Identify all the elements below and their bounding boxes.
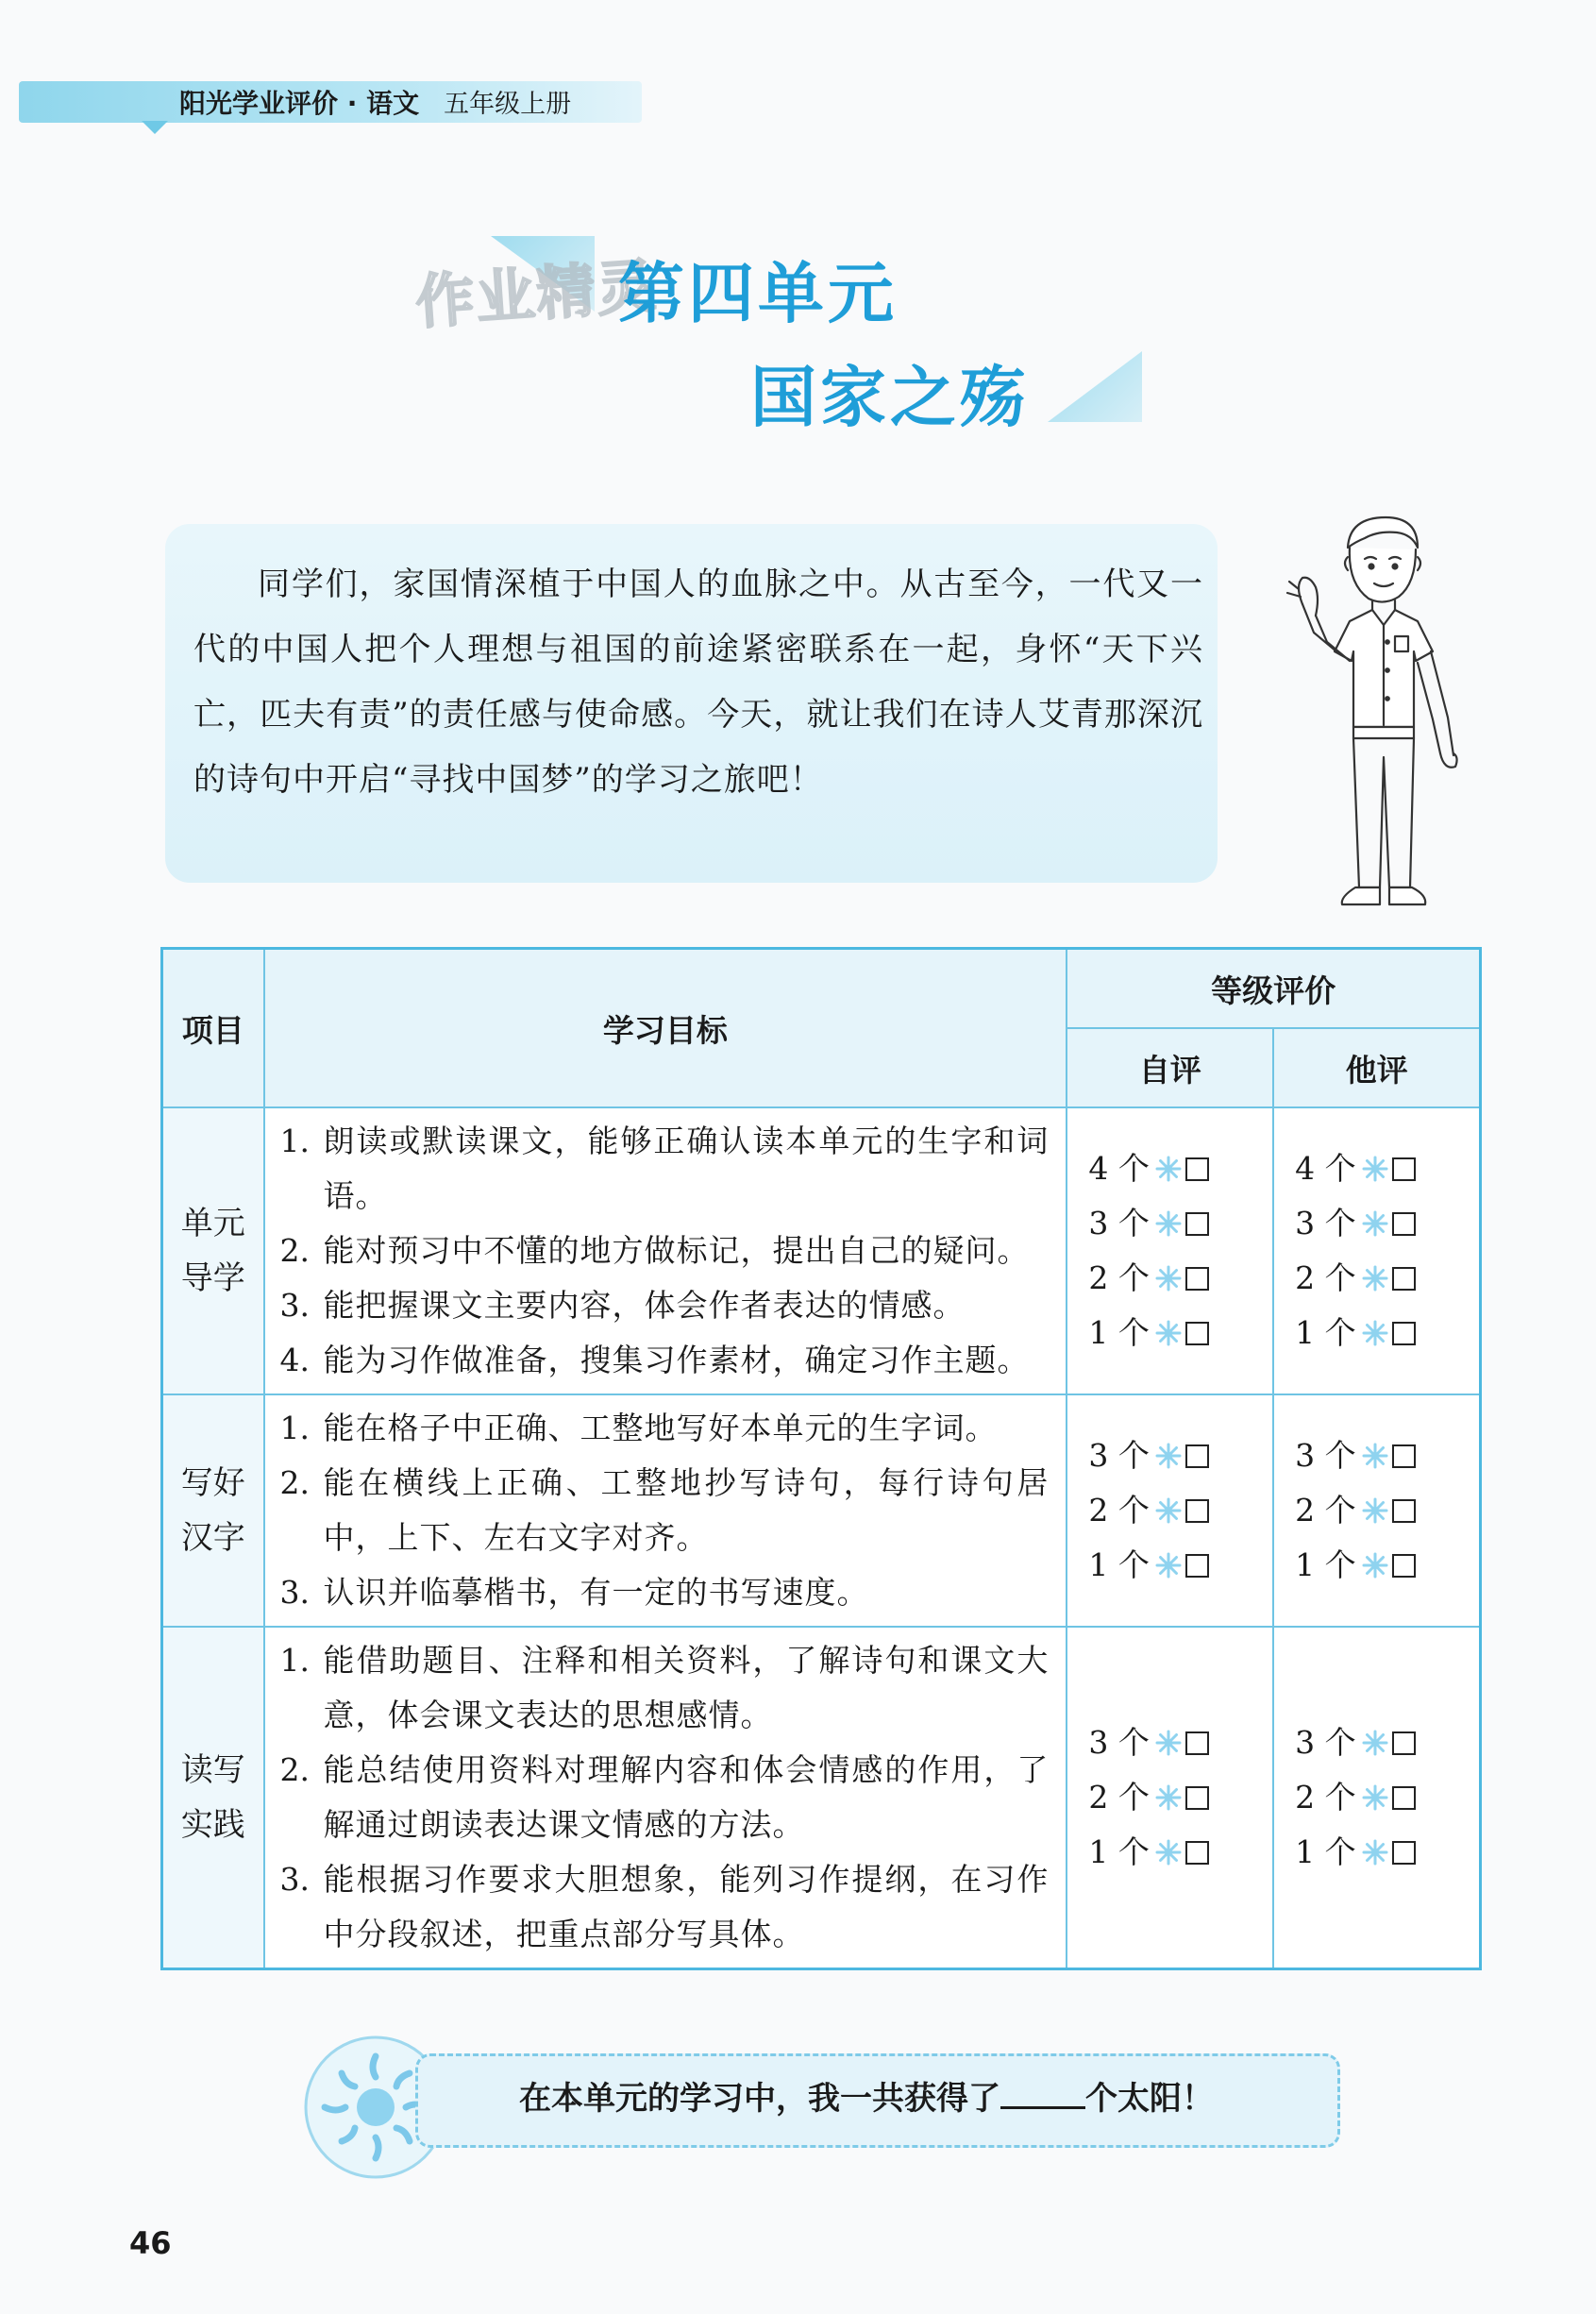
goal-text: 能在格子中正确、工整地写好本单元的生字词。 <box>323 1410 998 1446</box>
rating-checkbox[interactable] <box>1392 1322 1416 1345</box>
self-rating-cell <box>1067 1394 1273 1627</box>
peer-rating-cell <box>1273 1394 1480 1627</box>
goal-text: 能借助题目、注释和相关资料，了解诗句和课文大意，体会课文表达的思想感情。 <box>323 1642 1050 1733</box>
header-self: 自评 <box>1067 1028 1273 1107</box>
goal-cell <box>264 1394 1067 1627</box>
rating-checkbox[interactable] <box>1185 1731 1209 1755</box>
sun-icon <box>1362 1443 1388 1469</box>
rating-option <box>1088 1825 1271 1880</box>
rating-option <box>1295 1825 1478 1880</box>
header-item: 项目 <box>162 949 264 1108</box>
title-decoration-bottom <box>1048 351 1142 422</box>
sun-icon <box>1362 1552 1388 1579</box>
goal-number: 1. <box>279 1123 311 1159</box>
rating-option <box>1088 1538 1271 1593</box>
rating-count: 1 个 <box>1295 1314 1356 1351</box>
goal-item <box>280 1633 1050 1743</box>
unit-theme: 国家之殇 <box>750 358 1030 436</box>
rating-checkbox[interactable] <box>1185 1157 1209 1181</box>
rating-checkbox[interactable] <box>1185 1499 1209 1523</box>
sun-icon <box>1155 1265 1182 1292</box>
rating-count: 2 个 <box>1088 1259 1150 1296</box>
item-label: 导学 <box>180 1259 245 1297</box>
rating-count: 2 个 <box>1295 1492 1356 1529</box>
rating-checkbox[interactable] <box>1185 1444 1209 1468</box>
unit-title: 第四单元 <box>618 254 898 332</box>
rating-checkbox[interactable] <box>1185 1554 1209 1578</box>
goal-text: 能把握课文主要内容，体会作者表达的情感。 <box>323 1287 966 1324</box>
watermark: 作业精灵 <box>413 251 660 337</box>
goal-item <box>280 1278 1050 1333</box>
goal-item <box>280 1565 1050 1620</box>
rating-option <box>1088 1196 1271 1251</box>
rating-option <box>1295 1196 1478 1251</box>
item-cell <box>162 1627 264 1969</box>
sun-count-blank[interactable] <box>1000 2078 1085 2109</box>
goal-number: 3. <box>279 1574 311 1611</box>
rating-count: 1 个 <box>1295 1546 1356 1583</box>
evaluation-table <box>160 947 1482 1970</box>
sun-icon <box>1362 1839 1388 1866</box>
header-row <box>162 949 1481 1029</box>
boy-illustration <box>1274 510 1491 916</box>
rating-count: 2 个 <box>1295 1259 1356 1296</box>
goal-item <box>280 1401 1050 1456</box>
rating-checkbox[interactable] <box>1392 1499 1416 1523</box>
item-cell <box>162 1107 264 1394</box>
rating-checkbox[interactable] <box>1185 1841 1209 1865</box>
intro-paragraph <box>193 552 1203 813</box>
page-number: 46 <box>129 2225 172 2261</box>
goal-text: 朗读或默读课文，能够正确认读本单元的生字和词语。 <box>323 1123 1050 1214</box>
rating-count: 1 个 <box>1088 1833 1150 1870</box>
rating-checkbox[interactable] <box>1392 1212 1416 1236</box>
goal-text: 能为习作做准备，搜集习作素材，确定习作主题。 <box>323 1342 1030 1378</box>
running-header <box>179 83 571 121</box>
rating-checkbox[interactable] <box>1392 1786 1416 1810</box>
sun-icon <box>1155 1552 1182 1579</box>
rating-count: 1 个 <box>1088 1546 1150 1583</box>
rating-option <box>1088 1306 1271 1360</box>
goal-item <box>280 1224 1050 1278</box>
rating-count: 4 个 <box>1295 1150 1356 1187</box>
sun-icon <box>1362 1784 1388 1811</box>
sun-count-sentence <box>519 2072 1214 2119</box>
table-row <box>162 1394 1481 1627</box>
footer-text-after: 个太阳！ <box>1085 2080 1214 2118</box>
goal-item <box>280 1333 1050 1388</box>
rating-count: 3 个 <box>1088 1724 1150 1761</box>
grade-label: 五年级上册 <box>444 90 572 119</box>
rating-option <box>1295 1428 1478 1483</box>
rating-count: 4 个 <box>1088 1150 1150 1187</box>
sun-icon <box>1362 1156 1388 1182</box>
goal-number: 3. <box>279 1861 311 1898</box>
rating-option <box>1088 1483 1271 1538</box>
goal-text: 能总结使用资料对理解内容和体会情感的作用，了解通过朗读表达课文情感的方法。 <box>323 1751 1050 1843</box>
rating-option <box>1088 1141 1271 1196</box>
rating-option <box>1295 1306 1478 1360</box>
goal-item <box>280 1456 1050 1565</box>
rating-checkbox[interactable] <box>1392 1267 1416 1291</box>
goal-item <box>280 1852 1050 1962</box>
rating-count: 3 个 <box>1088 1437 1150 1474</box>
rating-count: 3 个 <box>1295 1724 1356 1761</box>
sun-icon <box>1155 1210 1182 1237</box>
rating-count: 2 个 <box>1088 1492 1150 1529</box>
sun-icon <box>1155 1156 1182 1182</box>
table-row <box>162 1627 1481 1969</box>
rating-count: 2 个 <box>1088 1779 1150 1816</box>
intro-text: 同学们，家国情深植于中国人的血脉之中。从古至今，一代又一代的中国人把个人理想与祖国的前途紧密联系在一起，身怀“天下兴亡，匹夫有责”的责任感与使命感。今天，就让我们在诗人艾青那深沉的诗句中开启“寻找中国梦”的学习之旅吧！ <box>193 566 1203 799</box>
peer-rating-cell <box>1273 1107 1480 1394</box>
rating-option <box>1295 1770 1478 1825</box>
peer-rating-cell <box>1273 1627 1480 1969</box>
goal-number: 2. <box>279 1751 311 1788</box>
rating-checkbox[interactable] <box>1392 1841 1416 1865</box>
rating-option <box>1088 1715 1271 1770</box>
rating-option <box>1088 1428 1271 1483</box>
rating-checkbox[interactable] <box>1185 1212 1209 1236</box>
item-label: 实践 <box>180 1806 245 1844</box>
self-rating-cell <box>1067 1107 1273 1394</box>
rating-count: 3 个 <box>1088 1205 1150 1241</box>
goal-number: 1. <box>279 1642 311 1679</box>
rating-checkbox[interactable] <box>1392 1444 1416 1468</box>
rating-checkbox[interactable] <box>1185 1322 1209 1345</box>
sun-icon <box>1155 1730 1182 1756</box>
rating-count: 3 个 <box>1295 1437 1356 1474</box>
rating-checkbox[interactable] <box>1185 1786 1209 1810</box>
table-row <box>162 1107 1481 1394</box>
goal-item <box>280 1114 1050 1224</box>
sun-icon <box>1155 1839 1182 1866</box>
goal-cell <box>264 1627 1067 1969</box>
rating-option <box>1295 1483 1478 1538</box>
item-cell <box>162 1394 264 1627</box>
goal-text: 能根据习作要求大胆想象，能列习作提纲，在习作中分段叙述，把重点部分写具体。 <box>323 1861 1050 1952</box>
rating-checkbox[interactable] <box>1392 1731 1416 1755</box>
goal-number: 1. <box>279 1410 311 1446</box>
sun-icon <box>1362 1210 1388 1237</box>
footer-text-before: 在本单元的学习中，我一共获得了 <box>519 2080 1000 2118</box>
header-grade: 等级评价 <box>1067 949 1480 1029</box>
goal-cell <box>264 1107 1067 1394</box>
rating-count: 1 个 <box>1088 1314 1150 1351</box>
goal-text: 认识并临摹楷书，有一定的书写速度。 <box>323 1574 869 1611</box>
self-rating-cell <box>1067 1627 1273 1969</box>
rating-count: 2 个 <box>1295 1779 1356 1816</box>
rating-count: 3 个 <box>1295 1205 1356 1241</box>
header-notch <box>142 121 168 134</box>
goal-number: 2. <box>279 1464 311 1501</box>
series-title: 阳光学业评价 · 语文 <box>179 88 420 119</box>
goal-number: 4. <box>279 1342 311 1378</box>
sun-icon <box>1362 1497 1388 1524</box>
rating-option <box>1295 1538 1478 1593</box>
sun-icon <box>1155 1497 1182 1524</box>
goal-number: 3. <box>279 1287 311 1324</box>
goal-item <box>280 1743 1050 1852</box>
sun-icon <box>1155 1784 1182 1811</box>
rating-option <box>1088 1251 1271 1306</box>
goal-text: 能在横线上正确、工整地抄写诗句，每行诗句居中，上下、左右文字对齐。 <box>323 1464 1050 1556</box>
rating-checkbox[interactable] <box>1185 1267 1209 1291</box>
item-label: 写好 <box>180 1464 245 1502</box>
item-label: 读写 <box>180 1751 245 1789</box>
rating-option <box>1295 1251 1478 1306</box>
goal-text: 能对预习中不懂的地方做标记，提出自己的疑问。 <box>323 1232 1030 1269</box>
sun-icon <box>1362 1265 1388 1292</box>
rating-checkbox[interactable] <box>1392 1157 1416 1181</box>
header-goal: 学习目标 <box>264 949 1067 1108</box>
rating-option <box>1295 1141 1478 1196</box>
header-peer: 他评 <box>1273 1028 1480 1107</box>
item-label: 汉字 <box>180 1519 245 1557</box>
goal-number: 2. <box>279 1232 311 1269</box>
sun-icon <box>1155 1320 1182 1346</box>
rating-option <box>1295 1715 1478 1770</box>
sun-icon <box>1362 1730 1388 1756</box>
rating-option <box>1088 1770 1271 1825</box>
sun-icon <box>1155 1443 1182 1469</box>
rating-count: 1 个 <box>1295 1833 1356 1870</box>
rating-checkbox[interactable] <box>1392 1554 1416 1578</box>
item-label: 单元 <box>180 1205 245 1242</box>
sun-icon <box>1362 1320 1388 1346</box>
